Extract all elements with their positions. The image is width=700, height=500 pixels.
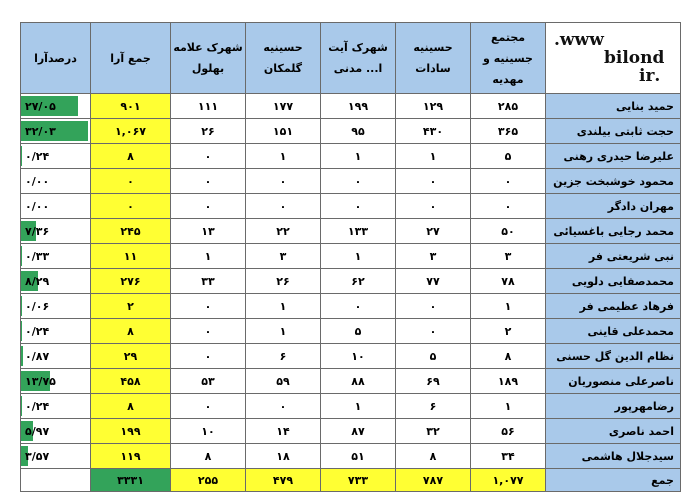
site-logo-line-1: www. (554, 30, 604, 50)
percent-value: ۱۳/۷۵ (25, 374, 56, 388)
station-vote-cell: ۰ (321, 194, 396, 219)
station-vote-cell: ۱ (321, 394, 396, 419)
station-vote-cell: ۵۱ (321, 444, 396, 469)
vote-percent-cell (21, 269, 91, 294)
station-vote-cell: ۰ (246, 169, 321, 194)
station-vote-cell: ۱ (321, 144, 396, 169)
vote-percent-cell (21, 369, 91, 394)
table-row (21, 294, 681, 319)
station-vote-cell: ۸ (471, 344, 546, 369)
vote-sum-cell: ۹۰۱ (91, 94, 171, 119)
station-vote-cell: ۰ (171, 194, 246, 219)
table-row (21, 344, 681, 369)
station-vote-cell: ۱۳۳ (321, 219, 396, 244)
station-vote-cell: ۱ (171, 244, 246, 269)
percent-value: ۳/۵۷ (25, 449, 50, 463)
vote-sum-cell: ۸ (91, 144, 171, 169)
station-vote-cell: ۱۵۱ (246, 119, 321, 144)
table-row (21, 169, 681, 194)
station-vote-cell: ۱۲۹ (396, 94, 471, 119)
candidate-name: حمید بنایی (546, 94, 681, 119)
vote-percent-cell (21, 119, 91, 144)
vote-percent-cell (21, 244, 91, 269)
station-vote-cell: ۰ (171, 294, 246, 319)
header-station-1: مجتمع جسینیه و مهدیه (471, 23, 546, 94)
total-row (21, 469, 681, 492)
station-vote-cell: ۱ (321, 244, 396, 269)
station-vote-cell: ۲۶ (171, 119, 246, 144)
station-vote-cell: ۶ (396, 394, 471, 419)
candidate-name: فرهاد عظیمی فر (546, 294, 681, 319)
header-station-5: شهرک علامه بهلول (171, 23, 246, 94)
station-vote-cell: ۲۶ (246, 269, 321, 294)
station-vote-cell: ۱۸۹ (471, 369, 546, 394)
vote-sum-cell: ۱۱۹ (91, 444, 171, 469)
percent-value: ۰/۲۴ (25, 149, 50, 163)
candidate-name: احمد ناصری (546, 419, 681, 444)
vote-sum-cell: ۱۹۹ (91, 419, 171, 444)
station-vote-cell: ۰ (246, 394, 321, 419)
station-vote-cell: ۰ (396, 194, 471, 219)
candidate-name: نبی شریعتی فر (546, 244, 681, 269)
candidate-name: ناصرعلی منصوریان (546, 369, 681, 394)
station-vote-cell: ۶۹ (396, 369, 471, 394)
vote-percent-cell (21, 419, 91, 444)
station-vote-cell: ۷۸ (471, 269, 546, 294)
percent-value: ۲۷/۰۵ (25, 99, 56, 113)
station-vote-cell: ۱۴ (246, 419, 321, 444)
station-vote-cell: ۳۲ (396, 419, 471, 444)
station-vote-cell: ۵۹ (246, 369, 321, 394)
vote-sum-cell: ۱۱ (91, 244, 171, 269)
station-vote-cell: ۹۵ (321, 119, 396, 144)
vote-sum-cell: ۱,۰۶۷ (91, 119, 171, 144)
station-vote-cell: ۰ (321, 169, 396, 194)
station-vote-cell: ۰ (471, 169, 546, 194)
station-vote-cell: ۳۴ (471, 444, 546, 469)
station-vote-cell: ۳ (246, 244, 321, 269)
station-vote-cell: ۸ (396, 444, 471, 469)
station-vote-cell: ۰ (396, 169, 471, 194)
percent-value: ۵/۹۷ (25, 424, 50, 438)
table-body (21, 94, 681, 492)
table-row (21, 94, 681, 119)
station-vote-cell: ۱ (471, 394, 546, 419)
candidate-name: محمود خوشبخت جزین (546, 169, 681, 194)
candidate-name: محمدصفایی دلویی (546, 269, 681, 294)
table-row (21, 369, 681, 394)
station-vote-cell: ۱۸ (246, 444, 321, 469)
station-vote-cell: ۸۸ (321, 369, 396, 394)
vote-percent-cell (21, 319, 91, 344)
percent-value: ۰/۰۶ (25, 299, 50, 313)
percent-value: ۳۲/۰۳ (25, 124, 56, 138)
station-vote-cell: ۵ (396, 344, 471, 369)
station-vote-cell: ۰ (171, 169, 246, 194)
percent-value: ۰/۰۰ (25, 174, 50, 188)
station-vote-cell: ۱۹۹ (321, 94, 396, 119)
vote-percent-cell (21, 169, 91, 194)
station-total-cell: ۱,۰۷۷ (471, 469, 546, 492)
station-vote-cell: ۰ (171, 394, 246, 419)
vote-sum-cell: ۸ (91, 394, 171, 419)
header-station-3: شهرک آیت ا... مدنی (321, 23, 396, 94)
table-row (21, 244, 681, 269)
station-total-cell: ۲۵۵ (171, 469, 246, 492)
station-vote-cell: ۵۰ (471, 219, 546, 244)
station-vote-cell: ۵۳ (171, 369, 246, 394)
total-percent-cell (21, 469, 91, 492)
station-total-cell: ۷۸۷ (396, 469, 471, 492)
table-row (21, 194, 681, 219)
station-vote-cell: ۲۷ (396, 219, 471, 244)
vote-sum-cell: ۲ (91, 294, 171, 319)
vote-sum-cell: ۰ (91, 169, 171, 194)
vote-percent-cell (21, 444, 91, 469)
percent-value: ۰/۸۷ (25, 349, 50, 363)
vote-sum-cell: ۲۴۵ (91, 219, 171, 244)
station-vote-cell: ۵ (471, 144, 546, 169)
vote-sum-cell: ۸ (91, 319, 171, 344)
station-vote-cell: ۱ (396, 144, 471, 169)
candidate-name: مهران دادگر (546, 194, 681, 219)
header-vote-percent: درصدآرا (21, 23, 91, 94)
station-vote-cell: ۱۰ (171, 419, 246, 444)
station-vote-cell: ۳ (471, 244, 546, 269)
table-row (21, 119, 681, 144)
station-vote-cell: ۴۳۰ (396, 119, 471, 144)
station-total-cell: ۴۷۹ (246, 469, 321, 492)
candidate-name: سیدجلال هاشمی (546, 444, 681, 469)
station-vote-cell: ۰ (246, 194, 321, 219)
vote-sum-cell: ۲۷۶ (91, 269, 171, 294)
percent-bar (21, 396, 22, 416)
vote-percent-cell (21, 194, 91, 219)
vote-percent-cell (21, 144, 91, 169)
station-vote-cell: ۵ (321, 319, 396, 344)
vote-percent-cell (21, 219, 91, 244)
total-label: جمع (546, 469, 681, 492)
station-vote-cell: ۱ (246, 319, 321, 344)
table-row (21, 269, 681, 294)
percent-value: ۰/۲۴ (25, 324, 50, 338)
vote-percent-cell (21, 394, 91, 419)
station-vote-cell: ۲۸۵ (471, 94, 546, 119)
header-station-2: حسینیه سادات (396, 23, 471, 94)
station-vote-cell: ۱۳ (171, 219, 246, 244)
candidate-name: نظام الدین گل حسنی (546, 344, 681, 369)
station-vote-cell: ۲ (471, 319, 546, 344)
candidate-name: حجت ثابتی بیلندی (546, 119, 681, 144)
station-vote-cell: ۲۲ (246, 219, 321, 244)
vote-percent-cell (21, 294, 91, 319)
percent-bar (21, 146, 22, 166)
percent-value: ۰/۰۰ (25, 199, 50, 213)
site-logo-line-3: .ir (639, 66, 661, 86)
table-row (21, 144, 681, 169)
vote-sum-cell: ۴۵۸ (91, 369, 171, 394)
station-vote-cell: ۰ (171, 144, 246, 169)
grand-total-cell: ۳۳۳۱ (91, 469, 171, 492)
station-vote-cell: ۱ (246, 144, 321, 169)
station-vote-cell: ۰ (171, 344, 246, 369)
percent-value: ۸/۲۹ (25, 274, 50, 288)
header-station-4: حسینیه گلمکان (246, 23, 321, 94)
station-vote-cell: ۳۳ (171, 269, 246, 294)
site-logo-line-2: bilond (604, 48, 665, 68)
station-vote-cell: ۱۱۱ (171, 94, 246, 119)
table-row (21, 219, 681, 244)
station-vote-cell: ۶ (246, 344, 321, 369)
election-results-table (20, 22, 681, 492)
station-vote-cell: ۱ (471, 294, 546, 319)
header-vote-sum: جمع آرا (91, 23, 171, 94)
header-row (21, 23, 681, 94)
table-row (21, 444, 681, 469)
candidate-name: محمد رجایی باغسیائی (546, 219, 681, 244)
station-vote-cell: ۳ (396, 244, 471, 269)
station-vote-cell: ۰ (396, 294, 471, 319)
station-vote-cell: ۱ (246, 294, 321, 319)
percent-value: ۰/۲۴ (25, 399, 50, 413)
percent-bar (21, 346, 23, 366)
vote-percent-cell (21, 344, 91, 369)
percent-bar (21, 321, 22, 341)
station-vote-cell: ۵۶ (471, 419, 546, 444)
vote-sum-cell: ۰ (91, 194, 171, 219)
station-vote-cell: ۷۷ (396, 269, 471, 294)
station-vote-cell: ۰ (321, 294, 396, 319)
candidate-name: علیرضا حیدری رهنی (546, 144, 681, 169)
station-vote-cell: ۳۶۵ (471, 119, 546, 144)
percent-value: ۷/۳۶ (25, 224, 50, 238)
station-vote-cell: ۶۲ (321, 269, 396, 294)
site-logo (546, 23, 681, 94)
station-vote-cell: ۱۰ (321, 344, 396, 369)
table-row (21, 394, 681, 419)
station-vote-cell: ۰ (396, 319, 471, 344)
station-vote-cell: ۰ (471, 194, 546, 219)
percent-value: ۰/۳۳ (25, 249, 50, 263)
election-results-table-container (20, 22, 680, 492)
station-vote-cell: ۱۷۷ (246, 94, 321, 119)
station-vote-cell: ۸۷ (321, 419, 396, 444)
table-row (21, 419, 681, 444)
station-total-cell: ۷۳۳ (321, 469, 396, 492)
station-vote-cell: ۰ (171, 319, 246, 344)
candidate-name: محمدعلی قاینی (546, 319, 681, 344)
vote-percent-cell (21, 94, 91, 119)
percent-bar (21, 246, 22, 266)
station-vote-cell: ۸ (171, 444, 246, 469)
candidate-name: رضامهرپور (546, 394, 681, 419)
vote-sum-cell: ۲۹ (91, 344, 171, 369)
table-row (21, 319, 681, 344)
